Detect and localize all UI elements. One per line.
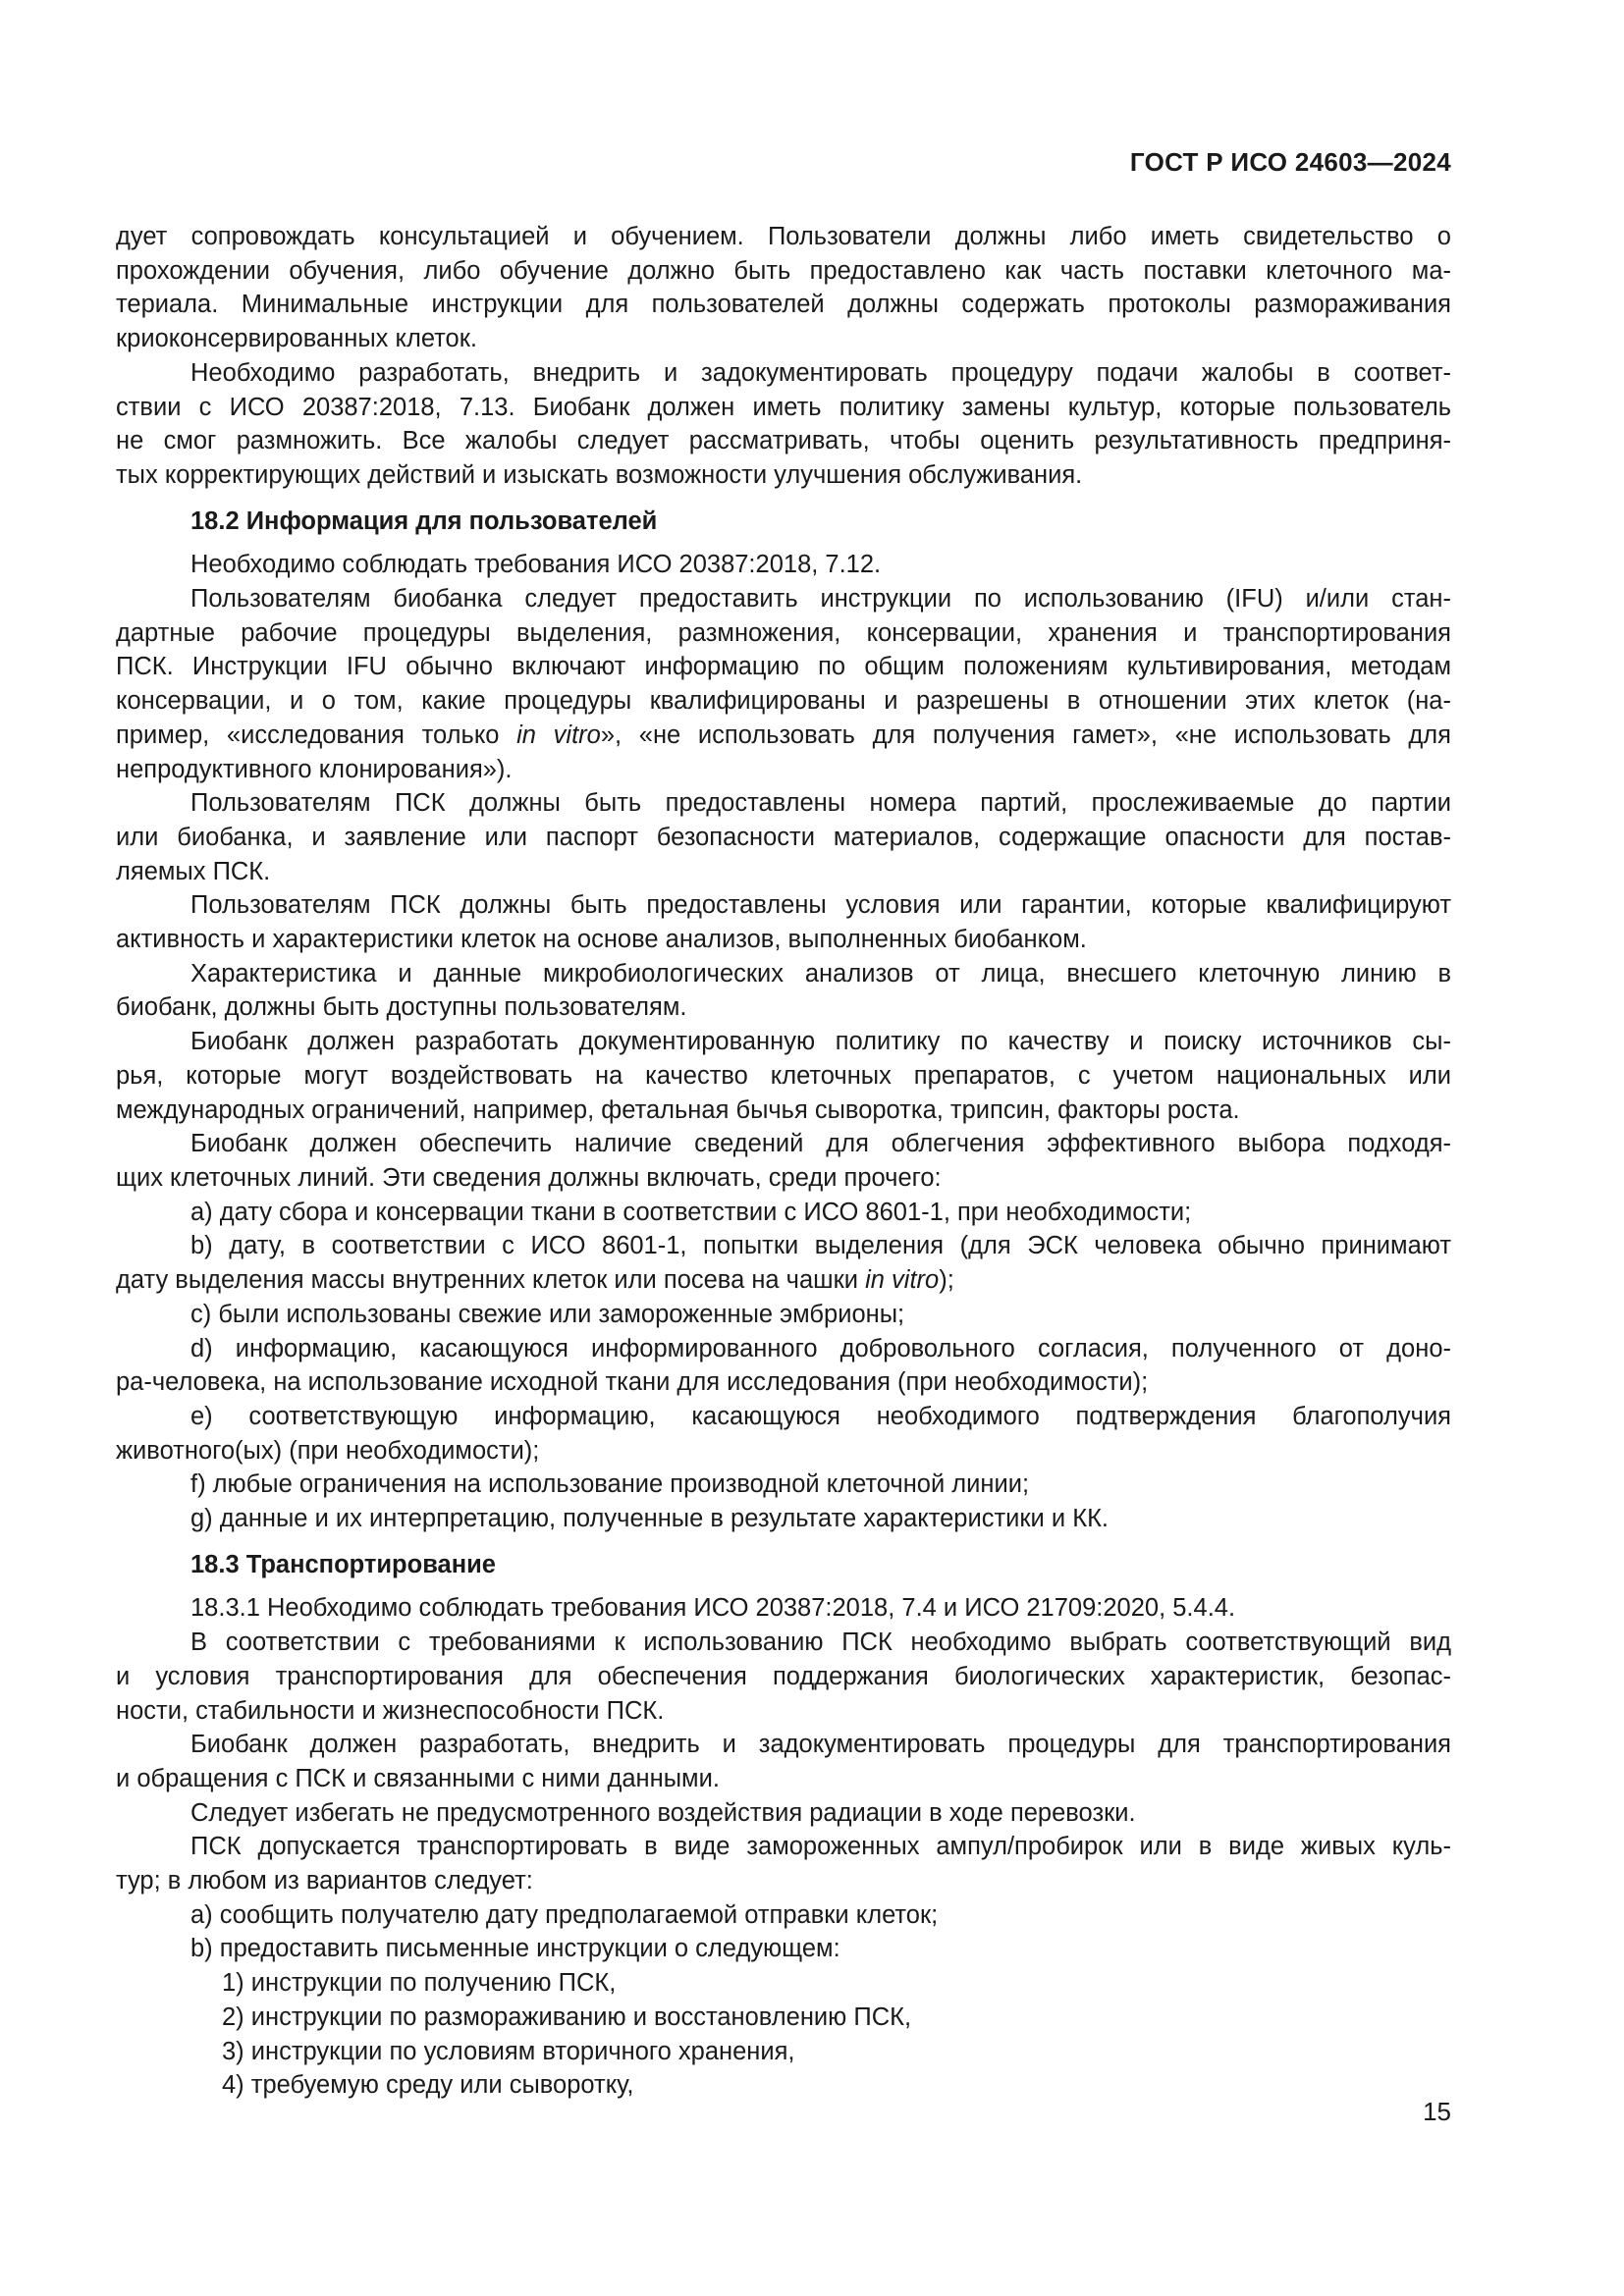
- text-line: Биобанк должен разработать документированную политику по качеству и поиску источников сы-: [190, 1028, 1451, 1056]
- text-line: [116, 1263, 1451, 1298]
- text-line: ра-человека, на использование исходной ткани для исследования (при необходимости);: [116, 1368, 1149, 1397]
- text-line: рья, которые могут воздействовать на качество клеточных препаратов, с учетом национальных или: [116, 1061, 1451, 1090]
- italic-term: in vitro: [516, 721, 601, 749]
- sub-list-item: 3) инструкции по условиям вторичного хранения,: [222, 2037, 795, 2065]
- text-line: криоконсервированных клеток.: [116, 325, 477, 353]
- sub-list-item: 4) требуемую среду или сыворотку,: [222, 2071, 634, 2100]
- document-page: [116, 0, 1451, 2296]
- text-line: и условия транспортирования для обеспечения поддержания биологических характеристик, безопас-: [116, 1662, 1451, 1690]
- text-line: биобанк, должны быть доступны пользователям.: [116, 993, 687, 1022]
- text-segment: пример, «исследования только: [116, 721, 517, 749]
- text-line: консервации, и о том, какие процедуры квалифицированы и разрешены в отношении этих клеток (на-: [116, 687, 1451, 716]
- text-line: В соответствии с требованиями к использованию ПСК необходимо выбрать соответствующий вид: [190, 1629, 1451, 1657]
- text-line: ПСК допускается транспортировать в виде замороженных ампул/пробирок или в виде живых куль-: [190, 1833, 1451, 1861]
- text-line: териала. Минимальные инструкции для пользователей должны содержать протоколы размораживания: [116, 291, 1451, 319]
- list-item-g: g) данные и их интерпретацию, полученные в результате характеристики и КК.: [190, 1505, 1110, 1533]
- list-item-a: a) сообщить получателю дату предполагаемой отправки клеток;: [190, 1900, 939, 1929]
- list-item-b: b) предоставить письменные инструкции о следующем:: [190, 1935, 840, 1963]
- text-line: Пользователям ПСК должны быть предоставлены условия или гарантии, которые квалифицируют: [190, 891, 1451, 920]
- text-segment: );: [939, 1266, 954, 1295]
- text-line: Пользователям биобанка следует предоставить инструкции по использованию (IFU) и/или стан-: [190, 585, 1451, 614]
- text-segment: дату выделения массы внутренних клеток или посева на чашки: [116, 1266, 866, 1295]
- italic-term: in vitro: [865, 1266, 940, 1295]
- list-item-a: a) дату сбора и консервации ткани в соответствии с ИСО 8601-1, при необходимости;: [190, 1198, 1192, 1226]
- page-number: 15: [1423, 2097, 1451, 2126]
- list-item-d: d) информацию, касающуюся информированного добровольного согласия, полученного от доно-: [190, 1334, 1451, 1362]
- text-line: щих клеточных линий. Эти сведения должны включать, среди прочего:: [116, 1163, 942, 1192]
- text-line: дартные рабочие процедуры выделения, размножения, консервации, хранения и транспортирования: [116, 618, 1451, 647]
- list-item-b: b) дату, в соответствии с ИСО 8601-1, попытки выделения (для ЭСК человека обычно принимают: [190, 1232, 1451, 1260]
- text-line: ляемых ПСК.: [116, 857, 271, 885]
- list-item-c: c) были использованы свежие или замороженные эмбрионы;: [190, 1300, 905, 1328]
- sub-list-item: 1) инструкции по получению ПСК,: [222, 1969, 617, 1998]
- text-line: Необходимо разработать, внедрить и задокументировать процедуру подачи жалобы в соответ-: [190, 358, 1451, 387]
- text-line: тур; в любом из вариантов следует:: [116, 1867, 533, 1896]
- text-line: Пользователям ПСК должны быть предоставлены номера партий, прослеживаемые до партии: [190, 789, 1451, 818]
- text-line: Необходимо соблюдать требования ИСО 20387:2018, 7.12.: [190, 551, 882, 579]
- sub-list-item: 2) инструкции по размораживанию и восстановлению ПСК,: [222, 2002, 912, 2031]
- text-line: непродуктивного клонирования»).: [116, 755, 513, 783]
- list-item-e: e) соответствующую информацию, касающуюся необходимого подтверждения благополучия: [190, 1402, 1451, 1430]
- text-line: не смог размножить. Все жалобы следует рассматривать, чтобы оценить результативность предприня-: [116, 427, 1451, 455]
- text-line: Биобанк должен разработать, внедрить и задокументировать процедуры для транспортирования: [190, 1731, 1451, 1759]
- text-line: Биобанк должен обеспечить наличие сведений для облегчения эффективного выбора подходя-: [190, 1130, 1451, 1158]
- text-line: ПСК. Инструкции IFU обычно включают информацию по общим положениям культивирования, методам: [116, 653, 1451, 681]
- text-line: прохождении обучения, либо обучение должно быть предоставлено как часть поставки клеточного ма-: [116, 256, 1451, 285]
- text-line: активность и характеристики клеток на основе анализов, выполненных биобанком.: [116, 926, 1087, 954]
- text-line: и обращения с ПСК и связанными с ними данными.: [116, 1764, 720, 1792]
- text-line: Характеристика и данные микробиологических анализов от лица, внесшего клеточную линию в: [190, 959, 1451, 988]
- document-header: ГОСТ Р ИСО 24603—2024: [1129, 147, 1451, 177]
- text-line: животного(ых) (при необходимости);: [116, 1436, 540, 1465]
- section-heading-18-3: 18.3 Транспортирование: [190, 1550, 496, 1578]
- clause-18-3-1: 18.3.1 Необходимо соблюдать требования ИСО 20387:2018, 7.4 и ИСО 21709:2020, 5.4.4.: [190, 1594, 1236, 1623]
- section-heading-18-2: 18.2 Информация для пользователей: [190, 507, 658, 535]
- text-line: международных ограничений, например, фетальная бычья сыворотка, трипсин, факторы роста.: [116, 1095, 1240, 1124]
- text-line: ствии с ИСО 20387:2018, 7.13. Биобанк должен иметь политику замены культур, которые пользователь: [116, 393, 1451, 421]
- text-line: тых корректирующих действий и изыскать возможности улучшения обслуживания.: [116, 460, 1083, 489]
- text-line: или биобанка, и заявление или паспорт безопасности материалов, содержащие опасности для постав-: [116, 823, 1451, 851]
- text-line: [116, 719, 1451, 753]
- text-line: Следует избегать не предусмотренного воздействия радиации в ходе перевозки.: [190, 1798, 1136, 1827]
- list-item-f: f) любые ограничения на использование производной клеточной линии;: [190, 1470, 1030, 1499]
- text-line: ности, стабильности и жизнеспособности ПСК.: [116, 1696, 665, 1725]
- document-body: [116, 220, 1451, 2103]
- text-line: дует сопровождать консультацией и обучением. Пользователи должны либо иметь свидетельство о: [116, 223, 1451, 250]
- text-segment: », «не использовать для получения гамет», «не использовать для: [600, 721, 1451, 749]
